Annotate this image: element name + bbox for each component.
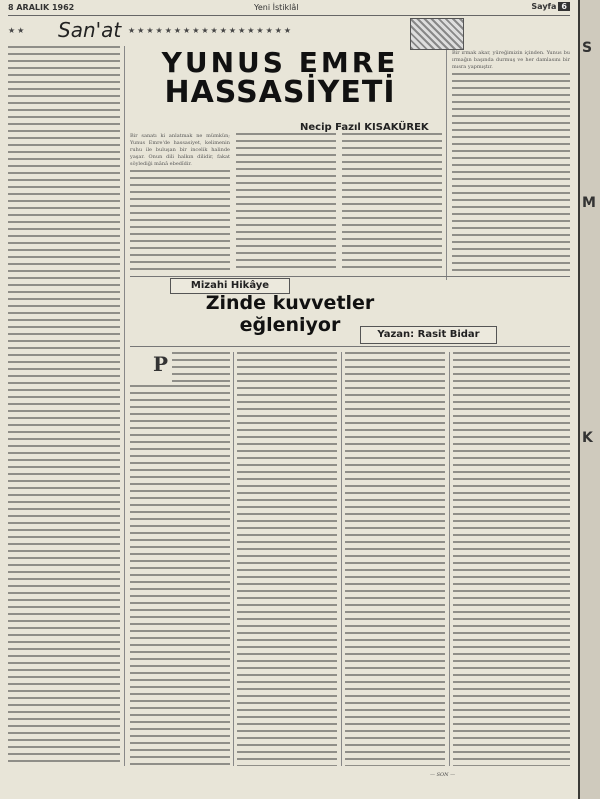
story-col-2	[237, 352, 337, 766]
paper-name: Yeni İstiklâl	[254, 3, 299, 12]
adjacent-fragment-2: M	[582, 195, 596, 211]
poem-column	[8, 46, 120, 766]
issue-date: 8 ARALIK 1962	[8, 3, 75, 12]
story-col-4	[453, 352, 570, 766]
main-article-col-3	[342, 133, 442, 273]
story-title: Zinde kuvvetler eğleniyor	[205, 292, 375, 336]
main-article-col-2	[236, 133, 336, 273]
right-column	[452, 50, 570, 276]
story-col1-top-lines	[172, 352, 230, 382]
story-dropcap: P	[153, 352, 169, 376]
page-label	[531, 2, 570, 11]
headline-line-1: YUNUS EMRE	[161, 46, 399, 79]
section-title: San'at	[58, 18, 122, 42]
headline-line-2: HASSASİYETİ	[164, 75, 396, 110]
story-kicker: Mizahi Hikâye	[170, 278, 290, 294]
main-col2-lines	[236, 133, 336, 273]
adjacent-fragment-1: S	[582, 40, 593, 56]
story-divider	[130, 346, 570, 347]
column-rule	[124, 46, 125, 766]
page-header	[8, 2, 570, 14]
story-author: Yazan: Rasit Bidar	[360, 326, 497, 344]
page-number: 6	[558, 2, 570, 11]
stars-right: ★★★★★★★★★★★★★★★★★★	[128, 26, 294, 35]
story-col-1-top	[172, 352, 230, 382]
story-ending: — SON —	[430, 772, 456, 778]
column-rule	[449, 352, 450, 766]
adjacent-page-edge	[580, 0, 600, 799]
right-column-intro: Bir ırmak akar, yüreğimizin içinden. Yunus bu ırmağın başında durmuş ve her damlasını bir mısra yapmıştır.	[452, 50, 570, 70]
section-divider	[130, 276, 570, 277]
stars-left: ★★	[8, 26, 27, 35]
column-rule	[341, 352, 342, 766]
page-label-text: Sayfa	[531, 2, 557, 11]
main-article-col-1	[130, 133, 230, 273]
story-col3-lines	[345, 352, 445, 766]
decorative-ornament	[410, 18, 464, 50]
story-col4-lines	[453, 352, 570, 766]
story-col-3	[345, 352, 445, 766]
main-headline	[130, 48, 430, 108]
adjacent-fragment-3: K	[582, 430, 593, 446]
story-col-1	[130, 385, 230, 765]
article-byline: Necip Fazıl KISAKÜREK	[300, 122, 429, 133]
right-col-lines	[452, 73, 570, 273]
main-col1-lines	[130, 170, 230, 273]
main-col3-lines	[342, 133, 442, 273]
section-heading	[8, 18, 570, 40]
story-col2-lines	[237, 352, 337, 766]
column-rule	[233, 352, 234, 766]
header-rule	[8, 15, 570, 16]
story-col1-lines	[130, 385, 230, 765]
poem-text-lines	[8, 46, 120, 766]
column-rule	[446, 50, 447, 280]
main-article-intro: Bir sanatı ki anlatmak ne mümkün; Yunus Emre'de hassasiyet, kelimenin ruhu ile buluşan bir incelik halinde yaşar. Onun dili halkın dilidir, fakat söylediği mânâ ebedîdir.	[130, 133, 230, 167]
